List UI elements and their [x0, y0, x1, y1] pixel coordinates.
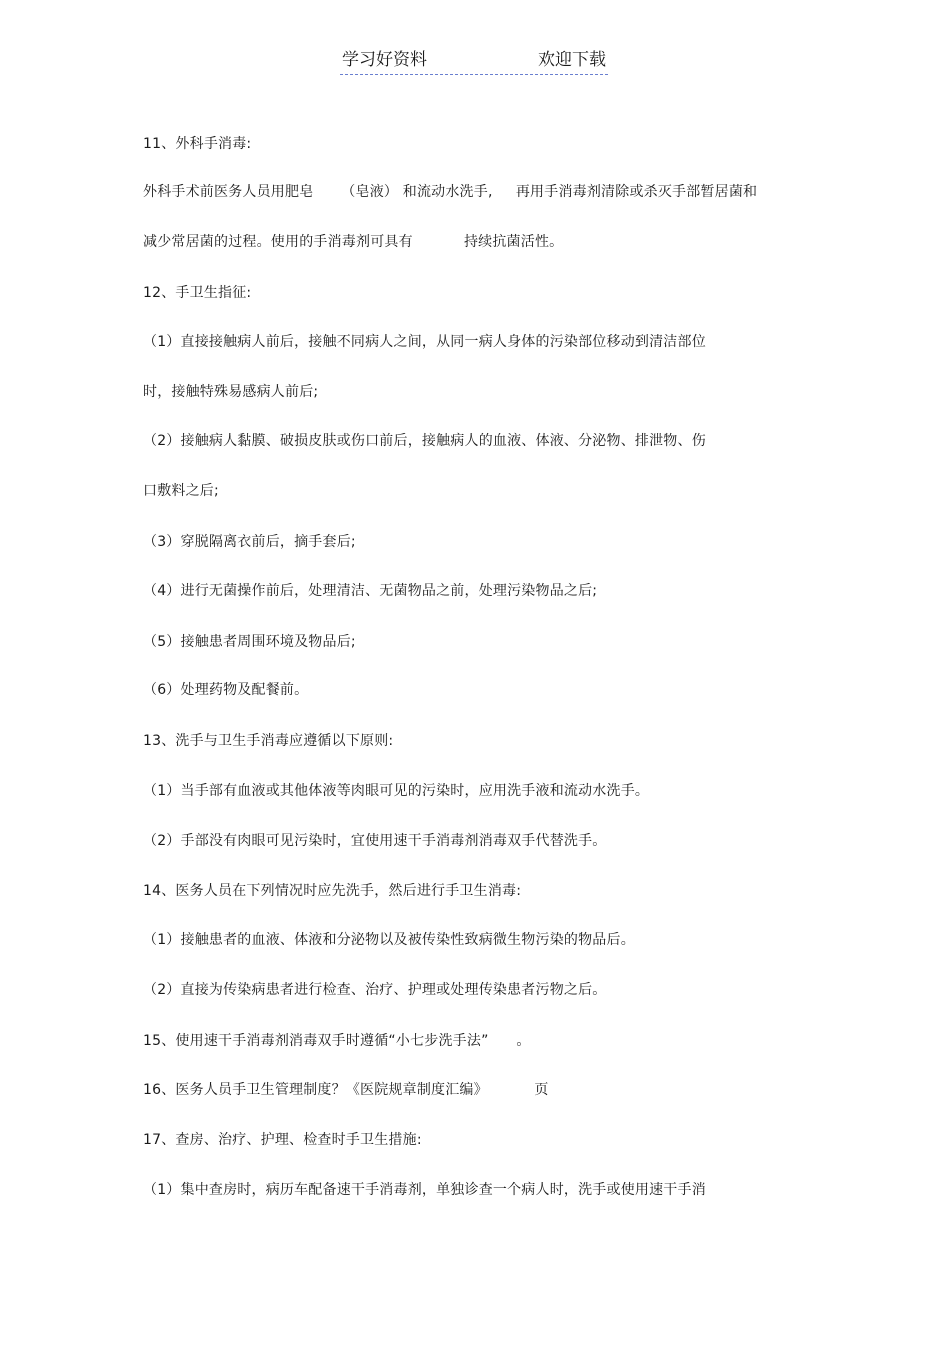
paragraph-line: 时，接触特殊易感病人前后; — [143, 384, 319, 400]
heading-17: 17、查房、治疗、护理、检查时手卫生措施: — [143, 1132, 422, 1148]
heading-14: 14、医务人员在下列情况时应先洗手，然后进行手卫生消毒: — [143, 883, 522, 899]
list-item: （1）集中查房时，病历车配备速干手消毒剂，单独诊查一个病人时，洗手或使用速干手消 — [143, 1182, 706, 1198]
heading-16: 16、医务人员手卫生管理制度？《医院规章制度汇编》 页 — [143, 1082, 549, 1098]
list-item: （2）直接为传染病患者进行检查、治疗、护理或处理传染患者污物之后。 — [143, 982, 607, 998]
paragraph-line: 外科手术前医务人员用肥皂 （皂液） 和流动水洗手, 再用手消毒剂清除或杀灭手部暂居菌和 — [143, 184, 758, 200]
list-item: （6）处理药物及配餐前。 — [143, 682, 309, 698]
list-item: （4）进行无菌操作前后，处理清洁、无菌物品之前，处理污染物品之后; — [143, 583, 598, 599]
header-right-text: 欢迎下载 — [538, 50, 606, 70]
list-item: （2）手部没有肉眼可见污染时，宜使用速干手消毒剂消毒双手代替洗手。 — [143, 833, 607, 849]
heading-13: 13、洗手与卫生手消毒应遵循以下原则: — [143, 733, 394, 749]
heading-15: 15、使用速干手消毒剂消毒双手时遵循“小七步洗手法” 。 — [143, 1033, 531, 1049]
paragraph-line: 口敷料之后; — [143, 483, 219, 499]
list-item: （1）直接接触病人前后，接触不同病人之间，从同一病人身体的污染部位移动到清洁部位 — [143, 334, 706, 350]
list-item: （3）穿脱隔离衣前后，摘手套后; — [143, 534, 356, 550]
list-item: （1）接触患者的血液、体液和分泌物以及被传染性致病微生物污染的物品后。 — [143, 932, 635, 948]
header-left-text: 学习好资料 — [342, 50, 427, 70]
paragraph-line: 减少常居菌的过程。使用的手消毒剂可具有 持续抗菌活性。 — [143, 234, 564, 250]
list-item: （5）接触患者周围环境及物品后; — [143, 634, 356, 650]
heading-11: 11、外科手消毒: — [143, 136, 252, 152]
list-item: （2）接触病人黏膜、破损皮肤或伤口前后，接触病人的血液、体液、分泌物、排泄物、伤 — [143, 433, 706, 449]
list-item: （1）当手部有血液或其他体液等肉眼可见的污染时，应用洗手液和流动水洗手。 — [143, 783, 650, 799]
page-header — [340, 48, 608, 75]
heading-12: 12、手卫生指征: — [143, 285, 252, 301]
